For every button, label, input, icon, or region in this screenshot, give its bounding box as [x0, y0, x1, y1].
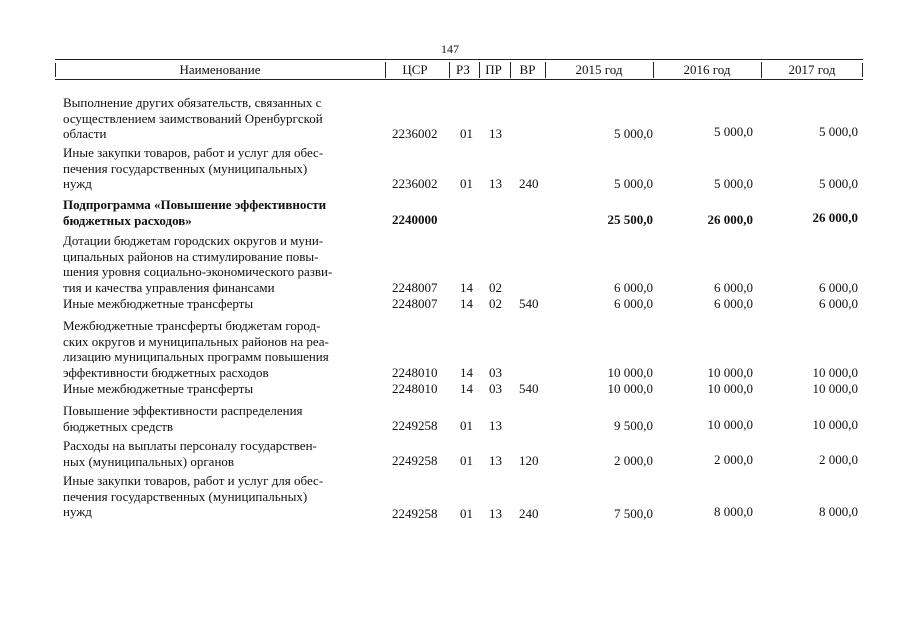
header-2017: 2017 год: [788, 62, 836, 77]
row-name-line: ных (муниципальных) органов: [63, 453, 235, 469]
row-value-2015: 7 500,0: [614, 506, 653, 521]
header-pr: ПР: [485, 62, 502, 77]
row-name-line: Подпрограмма «Повышение эффективности: [63, 197, 327, 212]
row-name-line: бюджетных средств: [63, 418, 174, 434]
header-2015: 2015 год: [575, 62, 623, 77]
row-value-2015: 25 500,0: [607, 212, 653, 227]
row-value-2016: 8 000,0: [714, 504, 753, 519]
row-name-line: бюджетных расходов»: [63, 212, 192, 228]
row-name-line: нужд: [63, 176, 92, 191]
row-vr: 240: [519, 506, 539, 521]
row-value-2016: 2 000,0: [714, 452, 753, 467]
row-name-line: Повышение эффективности распределения: [63, 403, 303, 418]
row-csr: 2236002: [392, 126, 438, 141]
row-value-2016: 6 000,0: [714, 296, 753, 311]
row-rz: 01: [460, 418, 473, 433]
row-pr: 13: [489, 453, 502, 468]
row-rz: 01: [460, 453, 473, 468]
row-name: [63, 197, 378, 228]
row-name: [63, 381, 378, 397]
header-csr: ЦСР: [402, 62, 428, 77]
row-name: [63, 318, 378, 380]
row-pr: 13: [489, 176, 502, 191]
row-rz: 01: [460, 506, 473, 521]
row-value-2015: 2 000,0: [614, 453, 653, 468]
row-value-2017: 5 000,0: [819, 176, 858, 191]
row-csr: 2248010: [392, 381, 438, 396]
row-name-line: Иные закупки товаров, работ и услуг для обес-: [63, 145, 324, 160]
row-pr: 13: [489, 126, 502, 141]
row-pr: 13: [489, 506, 502, 521]
row-name: [63, 233, 378, 295]
row-value-2016: 6 000,0: [714, 280, 753, 295]
row-value-2016: 10 000,0: [707, 417, 753, 432]
row-name-line: Дотации бюджетам городских округов и муни-: [63, 233, 324, 248]
row-name-line: ципальных районов на стимулирование повы-: [63, 248, 319, 264]
row-name: [63, 473, 378, 520]
row-value-2016: 5 000,0: [714, 124, 753, 139]
row-name-line: печения государственных (муниципальных): [63, 160, 308, 176]
row-value-2015: 5 000,0: [614, 176, 653, 191]
row-name-line: Иные межбюджетные трансферты: [63, 296, 254, 311]
row-name-line: ских округов и муниципальных районов на реа-: [63, 333, 329, 349]
row-value-2015: 6 000,0: [614, 280, 653, 295]
row-name-line: Выполнение других обязательств, связанных с: [63, 95, 322, 110]
row-rz: 14: [460, 280, 473, 295]
row-vr: 240: [519, 176, 539, 191]
row-pr: 02: [489, 296, 502, 311]
row-value-2015: 5 000,0: [614, 126, 653, 141]
row-value-2017: 26 000,0: [812, 210, 858, 225]
row-rz: 14: [460, 296, 473, 311]
row-csr: 2236002: [392, 176, 438, 191]
row-value-2016: 26 000,0: [707, 212, 753, 227]
row-name-line: печения государственных (муниципальных): [63, 488, 308, 504]
row-rz: 01: [460, 176, 473, 191]
row-name: [63, 145, 378, 192]
row-name-line: Межбюджетные трансферты бюджетам город-: [63, 318, 321, 333]
table-header: [55, 59, 863, 80]
row-csr: 2249258: [392, 453, 438, 468]
header-2016: 2016 год: [683, 62, 731, 77]
row-csr: 2248010: [392, 365, 438, 380]
row-name-line: Иные межбюджетные трансферты: [63, 381, 254, 396]
header-rz: РЗ: [456, 62, 470, 77]
row-value-2015: 6 000,0: [614, 296, 653, 311]
row-name: [63, 296, 378, 312]
header-vr: ВР: [519, 62, 536, 77]
row-value-2016: 5 000,0: [714, 176, 753, 191]
header-name: Наименование: [179, 62, 261, 77]
row-value-2017: 6 000,0: [819, 280, 858, 295]
row-value-2017: 5 000,0: [819, 124, 858, 139]
row-rz: 14: [460, 365, 473, 380]
row-name: [63, 403, 378, 434]
row-value-2017: 6 000,0: [819, 296, 858, 311]
row-csr: 2248007: [392, 296, 438, 311]
row-value-2017: 10 000,0: [812, 365, 858, 380]
row-name: [63, 95, 378, 142]
row-csr: 2249258: [392, 418, 438, 433]
row-value-2017: 8 000,0: [819, 504, 858, 519]
row-value-2015: 10 000,0: [607, 365, 653, 380]
row-name-line: шения уровня социально-экономического разви-: [63, 264, 333, 279]
row-name: [63, 438, 378, 469]
row-name-line: осуществлением заимствований Оренбургской: [63, 110, 323, 126]
row-rz: 14: [460, 381, 473, 396]
row-pr: 13: [489, 418, 502, 433]
row-value-2017: 10 000,0: [812, 381, 858, 396]
row-pr: 03: [489, 381, 502, 396]
row-name-line: нужд: [63, 504, 92, 519]
row-name-line: Расходы на выплаты персоналу государствен-: [63, 438, 317, 453]
row-name-line: области: [63, 126, 107, 141]
row-pr: 03: [489, 365, 502, 380]
row-rz: 01: [460, 126, 473, 141]
row-value-2016: 10 000,0: [707, 365, 753, 380]
row-csr: 2248007: [392, 280, 438, 295]
page-number: 147: [441, 42, 459, 56]
row-name-line: эффективности бюджетных расходов: [63, 364, 269, 380]
row-value-2016: 10 000,0: [707, 381, 753, 396]
row-name-line: Иные закупки товаров, работ и услуг для обес-: [63, 473, 324, 488]
row-value-2015: 10 000,0: [607, 381, 653, 396]
row-csr: 2240000: [392, 212, 438, 227]
row-csr: 2249258: [392, 506, 438, 521]
header-right-edge: [862, 63, 863, 77]
row-name-line: лизацию муниципальных программ повышения: [63, 349, 329, 364]
row-vr: 540: [519, 381, 539, 396]
row-value-2015: 9 500,0: [614, 418, 653, 433]
row-vr: 540: [519, 296, 539, 311]
row-vr: 120: [519, 453, 539, 468]
row-value-2017: 2 000,0: [819, 452, 858, 467]
row-value-2017: 10 000,0: [812, 417, 858, 432]
row-pr: 02: [489, 280, 502, 295]
row-name-line: тия и качества управления финансами: [63, 279, 275, 295]
